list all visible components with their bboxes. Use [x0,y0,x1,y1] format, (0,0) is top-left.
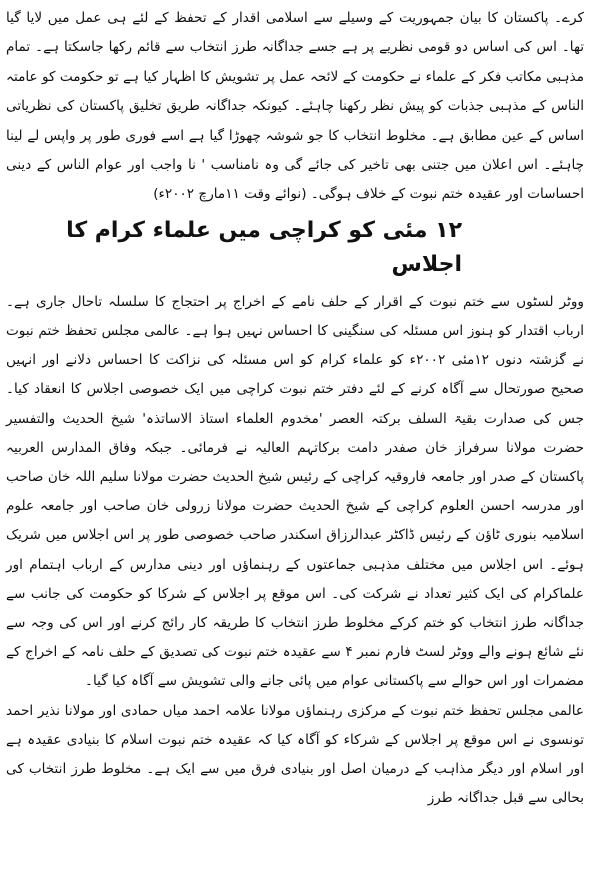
article-headline: ۱۲ مئی کو کراچی میں علماء کرام کا اجلاس [66,217,462,277]
body-paragraph-1: ووٹر لسٹوں سے ختم نبوت کے اقرار کے حلف نامے کے اخراج پر احتجاج کا سلسلہ تاحال جاری ہے۔ ارباب اقتدار کو ہنوز اس مسئلہ کی سنگینی کا احساس نہیں ہوا ہے۔ عالمی مجلس تحفظ ختم نبوت نے گزشتہ دنوں ۱۲مئی ۲۰۰۲ء کو علماء کرام کو اس مسئلہ کی نزاکت کا احساس دلانے اور انہیں صحیح صورتحال سے آگاہ کرنے کے لئے دفتر ختم نبوت کراچی میں ایک خصوصی اجلاس کا انعقاد کیا۔ جس کی صدارت بقیۃ السلف برکتہ العصر 'مخدوم العلماء استاذ الاساتذہ' شیخ الحدیث والتفسیر حضرت مولانا سرفراز خان صفدر دامت برکاتہم العالیہ نے فرمائی۔ جبکہ وفاق المدارس العربیہ پاکستان کے صدر اور جامعہ فاروقیہ کراچی کے رئیس شیخ الحدیث حضرت مولانا سلیم اللہ خان صاحب اور مدرسہ احسن العلوم کراچی کے شیخ الحدیث حضرت مولانا زرولی خان صاحب اور جامعہ علوم اسلامیہ بنوری ٹاؤن کے رئیس ڈاکٹر عبدالرزاق اسکندر صاحب خصوصی طور پر اس اجلاس میں شریک ہوئے۔ اس اجلاس میں مختلف مذہبی جماعتوں کے رہنماؤں اور دینی مدارس کے ارباب اہتمام اور علماکرام کی ایک کثیر تعداد نے شرکت کی۔ اس موقع پر اجلاس کے شرکا کو حکومت کی جانب سے جداگانہ طرز انتخاب کو ختم کرکے مخلوط طرز انتخاب کا طریقہ کار رائج کرنے اور اس کی وجہ سے نئے شائع ہونے والے ووٹر لسٹ فارم نمبر ۴ سے عقیدہ ختم نبوت کی تصدیق کے حلف نامہ کے اخراج کے مضمرات اور اس حوالے سے پاکستانی عوام میں پائی جانے والی تشویش سے آگاہ کیا گیا۔ [6,293,584,690]
intro-paragraph: کرے۔ پاکستان کا بیان جمہوریت کے وسیلے سے اسلامی اقدار کے تحفظ کے لئے ہی عمل میں لایا گیا تھا۔ اس کی اساس دو قومی نظریے پر ہے جسے جداگانہ طرز انتخاب سے قائم رکھا جاسکتا ہے۔ تمام مذہبی مکاتب فکر کے علماء نے حکومت کے لائحہ عمل پر تشویش کا اظہار کیا ہے تو حکومت کو عامتہ الناس کے مذہبی جذبات کو پیش نظر رکھنا چاہئے۔ کیونکہ جداگانہ طریق تخلیق پاکستان کی نظریاتی اساس کے عین مطابق ہے۔ مخلوط انتخاب کا جو شوشہ چھوڑا گیا ہے اسے فوری طور پر واپس لے لینا چاہئے۔ اس اعلان میں جتنی بھی تاخیر کی جائے گی وہ نامناسب ' نا واجب اور عوام الناس کے دینی احساسات اور عقیدہ ختم نبوت کے خلاف ہوگی۔ (نوائے وقت ۱۱مارچ ۲۰۰۲ء) [6,10,584,203]
document-page [6,4,584,872]
body-paragraph-2: عالمی مجلس تحفظ ختم نبوت کے مرکزی رہنماؤں مولانا علامہ احمد میاں حمادی اور مولانا نذیر احمد تونسوی نے اس موقع پر اجلاس کے شرکاء کو آگاہ کیا کہ عقیدہ ختم نبوت اسلام کا بنیادی عقیدہ ہے اور اسلام اور دیگر مذاہب کے درمیان اصل اور بنیادی فرق میں سے ایک ہے۔ مخلوط طرز انتخاب کی بحالی سے قبل جداگانہ طرز [6,702,584,807]
